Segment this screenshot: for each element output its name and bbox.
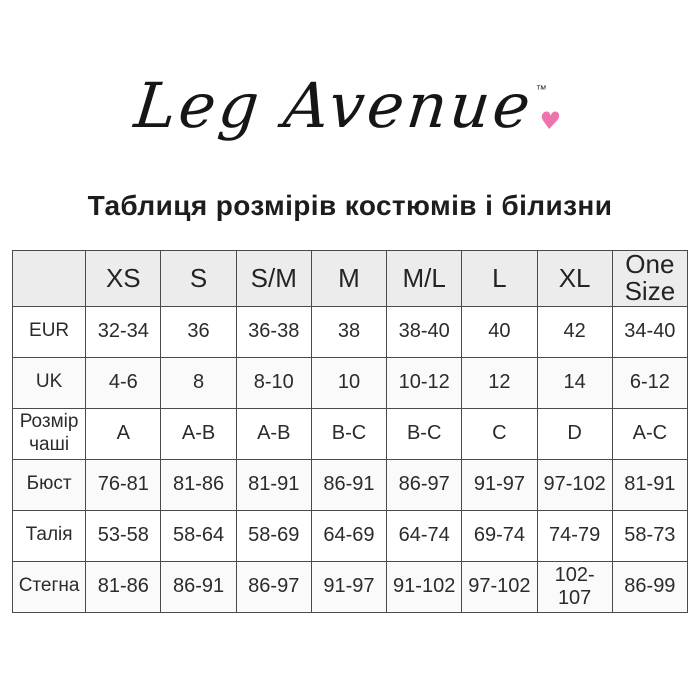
- table-cell: 4-6: [86, 357, 161, 408]
- table-cell: 86-99: [612, 561, 687, 612]
- size-table-body: [13, 306, 688, 612]
- header-row: [13, 251, 688, 307]
- table-cell: 42: [537, 306, 612, 357]
- column-header: M: [311, 251, 386, 307]
- table-cell: 97-102: [537, 459, 612, 510]
- row-label: EUR: [13, 306, 86, 357]
- column-header: XS: [86, 251, 161, 307]
- table-cell: 58-69: [236, 510, 311, 561]
- table-cell: 91-102: [387, 561, 462, 612]
- table-cell: 14: [537, 357, 612, 408]
- row-label: Бюст: [13, 459, 86, 510]
- table-cell: 81-86: [161, 459, 236, 510]
- table-cell: 86-91: [161, 561, 236, 612]
- heart-icon: ♥: [537, 107, 565, 135]
- table-cell: 36: [161, 306, 236, 357]
- table-cell: 38: [311, 306, 386, 357]
- table-cell: 38-40: [387, 306, 462, 357]
- table-row: [13, 510, 688, 561]
- brand-name: Leg Avenue: [131, 69, 537, 142]
- table-cell: 81-91: [612, 459, 687, 510]
- table-cell: 86-97: [236, 561, 311, 612]
- table-cell: 8: [161, 357, 236, 408]
- table-cell: D: [537, 408, 612, 459]
- table-cell: A-C: [612, 408, 687, 459]
- table-cell: A-B: [236, 408, 311, 459]
- table-cell: 64-69: [311, 510, 386, 561]
- table-cell: 40: [462, 306, 537, 357]
- size-table-container: [12, 250, 688, 613]
- table-cell: 8-10: [236, 357, 311, 408]
- table-row: [13, 306, 688, 357]
- table-cell: A: [86, 408, 161, 459]
- column-header: S/M: [236, 251, 311, 307]
- trademark-symbol: ™: [534, 84, 547, 96]
- column-header: S: [161, 251, 236, 307]
- table-cell: 58-64: [161, 510, 236, 561]
- table-cell: 86-91: [311, 459, 386, 510]
- table-cell: 76-81: [86, 459, 161, 510]
- row-label: Талія: [13, 510, 86, 561]
- brand-logo: [0, 36, 700, 144]
- column-header: M/L: [387, 251, 462, 307]
- table-cell: B-C: [387, 408, 462, 459]
- table-cell: 64-74: [387, 510, 462, 561]
- table-row: [13, 408, 688, 459]
- table-cell: 12: [462, 357, 537, 408]
- table-cell: 81-86: [86, 561, 161, 612]
- table-cell: 69-74: [462, 510, 537, 561]
- table-cell: 6-12: [612, 357, 687, 408]
- corner-cell: [13, 251, 86, 307]
- table-cell: 53-58: [86, 510, 161, 561]
- table-cell: 91-97: [311, 561, 386, 612]
- table-cell: 91-97: [462, 459, 537, 510]
- table-cell: A-B: [161, 408, 236, 459]
- table-cell: 36-38: [236, 306, 311, 357]
- table-row: [13, 357, 688, 408]
- table-cell: 10: [311, 357, 386, 408]
- table-cell: 32-34: [86, 306, 161, 357]
- size-table: [12, 250, 688, 613]
- row-label: Розмір чаші: [13, 408, 86, 459]
- table-cell: 58-73: [612, 510, 687, 561]
- column-header: L: [462, 251, 537, 307]
- table-cell: B-C: [311, 408, 386, 459]
- table-cell: 97-102: [462, 561, 537, 612]
- table-cell: 34-40: [612, 306, 687, 357]
- column-header: XL: [537, 251, 612, 307]
- table-row: [13, 459, 688, 510]
- brand-logo-text: [128, 36, 573, 175]
- table-cell: 102-107: [537, 561, 612, 612]
- table-cell: 81-91: [236, 459, 311, 510]
- table-cell: 74-79: [537, 510, 612, 561]
- table-cell: 10-12: [387, 357, 462, 408]
- size-table-head: [13, 251, 688, 307]
- page-title: Таблиця розмірів костюмів і білизни: [87, 190, 613, 221]
- table-row: [13, 561, 688, 612]
- row-label: Стегна: [13, 561, 86, 612]
- row-label: UK: [13, 357, 86, 408]
- column-header: One Size: [612, 251, 687, 307]
- table-cell: C: [462, 408, 537, 459]
- table-cell: 86-97: [387, 459, 462, 510]
